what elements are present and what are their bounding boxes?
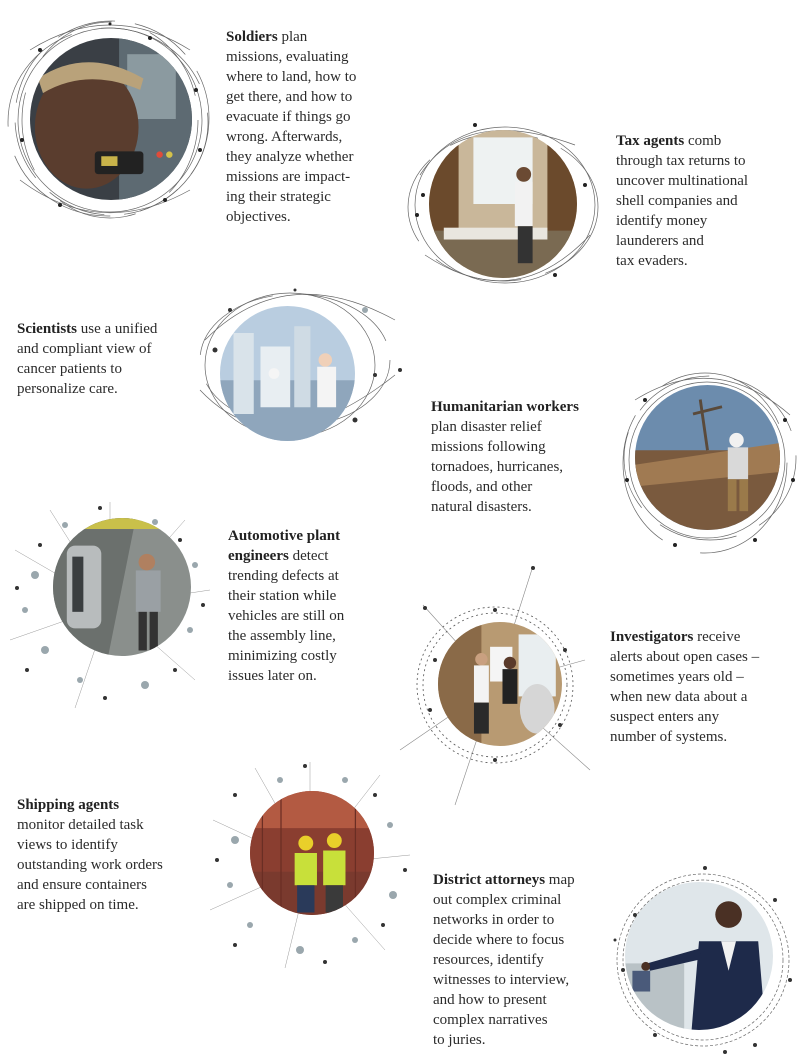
investigators-photo — [438, 622, 562, 746]
attorney-photo — [625, 882, 773, 1030]
automotive-description: Automotive plant engineers detect trending defects at their station while vehicles are still on the assembly line, minimizing costly issues later on. — [228, 528, 345, 684]
shipping-description: Shipping agents monitor detailed task views to identify outstanding work orders and ensure containers are shipped on time. — [17, 797, 163, 913]
tax-agent-photo — [429, 130, 577, 278]
item-district-attorneys — [0, 855, 811, 1060]
scientists-description: Scientists use a unified and compliant view of cancer patients to personalize care. — [17, 321, 158, 397]
item-tax-agents — [0, 0, 811, 300]
district-attorneys-description: District attorneys map out complex criminal networks in order to decide where to focus resources, identify witnesses to interview, and how to present complex narratives to juries. — [433, 872, 575, 1048]
humanitarian-description: Humanitarian workers plan disaster relief missions following tornadoes, hurricanes, floods, and other natural disasters. — [431, 399, 579, 515]
soldiers-description: Soldiers plan missions, evaluating where to land, how to get there, and how to evacuate if things go wrong. Afterwards, they analyze whether missions are impact- ing their strategic objectives. — [226, 29, 357, 225]
tax-agents-description: Tax agents comb through tax returns to uncover multinational shell companies and identify money launderers and tax evaders. — [616, 133, 749, 269]
investigators-description: Investigators receive alerts about open cases – sometimes years old – when new data about a suspect enters any number of systems. — [610, 629, 760, 745]
